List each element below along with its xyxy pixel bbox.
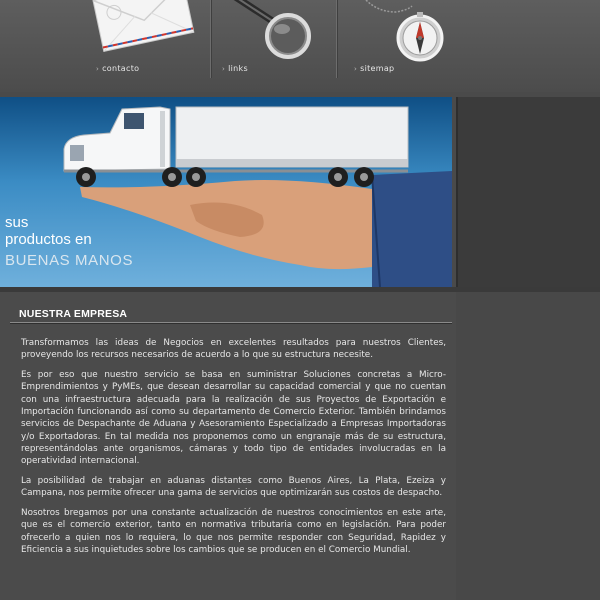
section-body <box>21 337 446 564</box>
main-content <box>0 292 456 600</box>
contacto-text: contacto <box>102 64 140 73</box>
compass-icon <box>338 0 456 64</box>
nav-separator <box>336 0 337 78</box>
paragraph: Es por eso que nuestro servicio se basa en suministrar Soluciones concretas a Micro-Emprendimientos y PyMEs, que desean desarrollar su capacidad comercial y que no cuentan con una infraestructura adecuada para la realización de sus Proyectos de Exportación e Importación funcionando así como su departamento de Comercio Exterior. También brindamos servicios de Despachante de Aduana y Asesoramiento Especializado a Empresas Importadoras y/o Exportadoras. En tal medida nos proponemos como un engranaje más de su estructura, representándolas ante organismos, cámaras y todo tipo de entidades involucradas en la operatividad internacional. <box>21 370 446 467</box>
nav-item-sitemap[interactable] <box>338 0 456 92</box>
hero-banner <box>0 97 452 287</box>
top-navigation <box>0 0 600 92</box>
nav-label-sitemap <box>354 64 394 73</box>
nav-label-links <box>222 64 248 73</box>
nav-label-contacto <box>96 64 139 73</box>
arrow-right-icon: › <box>354 65 358 73</box>
banner-side-panel <box>456 97 600 287</box>
nav-separator <box>210 0 211 78</box>
paragraph: Nosotros bregamos por una constante actualización de nuestros conocimientos en este arte, que es el comercio exterior, tanto en normativa tributaria como en legislación. Para poder ofrecerlo a quien nos lo requiera, lo que nos permite responder con Seguridad, Rapidez y Eficiencia a sus inquietudes sobre los cambios que se producen en el Comercio Mundial. <box>21 508 446 555</box>
arrow-right-icon: › <box>96 65 100 73</box>
envelope-icon <box>86 0 210 60</box>
sitemap-text: sitemap <box>360 64 395 73</box>
links-text: links <box>228 64 248 73</box>
banner-line-1: sus <box>5 214 29 231</box>
paragraph: La posibilidad de trabajar en aduanas distantes como Buenos Aires, La Plata, Ezeiza y Campana, nos permite ofrecer una gama de servicios que optimizarán sus costos de despacho. <box>21 475 446 499</box>
section-title: NUESTRA EMPRESA <box>19 308 128 320</box>
magnifier-icon <box>212 0 332 64</box>
nav-item-contacto[interactable] <box>86 0 210 92</box>
banner-slogan <box>5 215 133 268</box>
title-underline <box>10 322 452 323</box>
nav-item-links[interactable] <box>212 0 332 92</box>
right-column <box>456 292 600 600</box>
banner-line-2: productos en <box>5 231 92 248</box>
banner-line-3: BUENAS MANOS <box>5 252 134 269</box>
arrow-right-icon: › <box>222 65 226 73</box>
paragraph: Transformamos las ideas de Negocios en excelentes resultados para nuestros Clientes, proveyendo los recursos necesarios de acuerdo a lo que su estructura necesite. <box>21 338 446 361</box>
